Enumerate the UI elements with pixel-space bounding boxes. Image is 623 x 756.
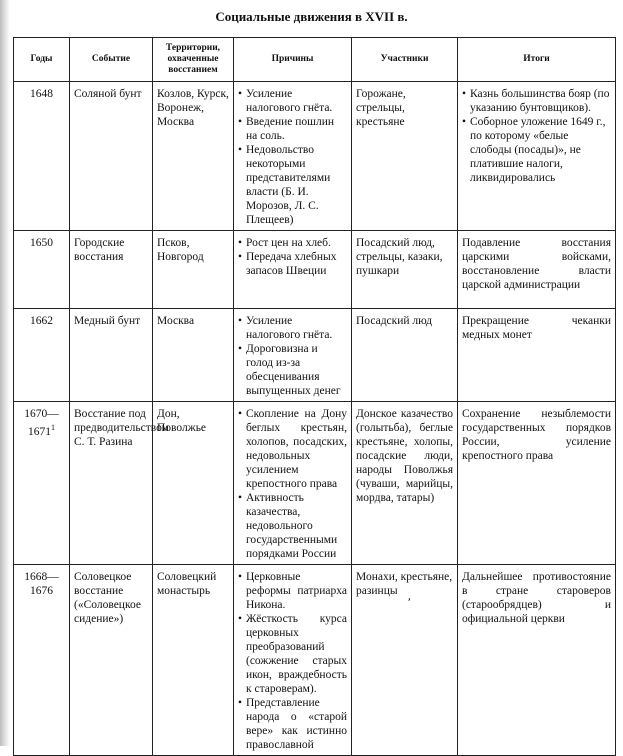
header-results: Итоги xyxy=(458,38,616,82)
cause-item: • Жёсткость курса церковных преобразований (сожжение старых икон, враждебность к староверам). xyxy=(238,612,347,696)
territory-cell: Козлов, Курск, Воронеж, Москва xyxy=(153,82,234,231)
footnote-mark: 1 xyxy=(51,423,55,432)
result-item: • Соборное уложение 1649 г., по которому «белые слободы (посады)», не платившие налоги, ликвидировались xyxy=(462,115,611,185)
participants-cell: Монахи, крестьяне, разинцы xyxy=(352,565,458,756)
cause-item: • Активность казачества, недовольного государственными порядками России xyxy=(238,491,347,561)
causes-cell xyxy=(234,402,352,565)
causes-cell xyxy=(234,82,352,231)
header-event: Событие xyxy=(70,38,153,82)
territory-cell: Дон, Поволжье xyxy=(153,402,234,565)
table-row xyxy=(14,565,616,756)
table-row xyxy=(14,82,616,231)
results-cell: Дальнейшее противостояние в стране староверов (старообрядцев) и официальной церкви xyxy=(458,565,616,756)
table-row xyxy=(14,231,616,309)
header-territory: Территории, охваченные восстанием xyxy=(153,38,234,82)
cause-item: • Введение пошлин на соль. xyxy=(238,115,347,143)
header-causes: Причины xyxy=(234,38,352,82)
cause-item: • Усиление налогового гнёта. xyxy=(238,87,347,115)
year-cell: 1662 xyxy=(14,309,70,402)
results-cell xyxy=(458,82,616,231)
event-cell: Соловецкое восстание («Соловецкое сидение») xyxy=(70,565,153,756)
year-cell: 1648 xyxy=(14,82,70,231)
ink-speck: ⸴ xyxy=(408,592,411,604)
cause-item: • Передача хлебных запасов Швеции xyxy=(238,250,347,278)
table-row xyxy=(14,309,616,402)
territory-cell: Москва xyxy=(153,309,234,402)
cause-item: • Рост цен на хлеб. xyxy=(238,236,347,250)
cause-item: • Скопление на Дону беглых крестьян, холопов, посадских, недовольных усилением крепостного права xyxy=(238,407,347,491)
participants-cell: Донское казачество (голытьба), беглые крестьяне, холопы, посадские люди, народы Поволжья (чуваши, марийцы, мордва, татары) xyxy=(352,402,458,565)
territory-cell: Соловецкий монастырь xyxy=(153,565,234,756)
results-cell: Прекращение чеканки медных монет xyxy=(458,309,616,402)
cause-item: • Усиление налогового гнёта. xyxy=(238,314,347,342)
year-range: 1670—1671 xyxy=(24,408,59,438)
cause-item: • Церковные реформы патриарха Никона. xyxy=(238,570,347,612)
participants-cell: Посадский люд, стрельцы, казаки, пушкари xyxy=(352,231,458,309)
year-cell: 1650 xyxy=(14,231,70,309)
results-cell: Сохранение незыблемости государственных порядков России, усиление крепостного права xyxy=(458,402,616,565)
table-row xyxy=(14,402,616,565)
event-cell: Городские восстания xyxy=(70,231,153,309)
cause-item: • Дороговизна и голод из-за обесценивания выпущенных денег xyxy=(238,342,347,398)
scan-edge-shadow xyxy=(0,0,10,746)
cause-item: • Недовольство некоторыми представителями власти (Б. И. Морозов, Л. С. Плещеев) xyxy=(238,143,347,227)
social-movements-table xyxy=(13,37,616,756)
header-participants: Участники xyxy=(352,38,458,82)
causes-cell xyxy=(234,309,352,402)
event-cell: Медный бунт xyxy=(70,309,153,402)
participants-cell: Горожане, стрельцы, крестьяне xyxy=(352,82,458,231)
causes-cell xyxy=(234,231,352,309)
year-cell: 1668—1676 xyxy=(14,565,70,756)
header-year: Годы xyxy=(14,38,70,82)
year-cell xyxy=(14,402,70,565)
page-title: Социальные движения в XVII в. xyxy=(215,9,408,24)
cause-item: • Представление народа о «старой вере» как истинно православной xyxy=(238,696,347,752)
territory-cell: Псков, Новгород xyxy=(153,231,234,309)
participants-cell: Посадский люд xyxy=(352,309,458,402)
causes-cell xyxy=(234,565,352,756)
results-cell: Подавление восстания царскими войсками, восстановление власти царской администрации xyxy=(458,231,616,309)
event-cell: Соляной бунт xyxy=(70,82,153,231)
event-cell: Восстание под предводительством С. Т. Разина xyxy=(70,402,153,565)
table-header-row xyxy=(14,38,616,82)
result-item: • Казнь большинства бояр (по указанию бунтовщиков). xyxy=(462,87,611,115)
